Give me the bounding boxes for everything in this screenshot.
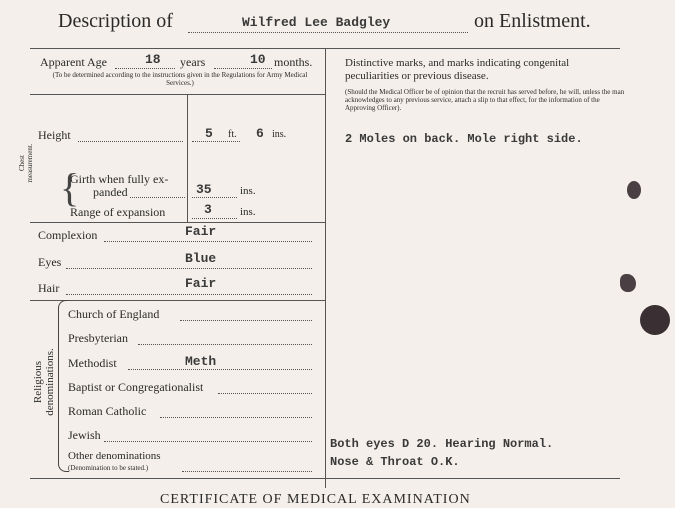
ink-stain	[620, 274, 636, 292]
recruit-name: Wilfred Lee Badgley	[242, 15, 391, 30]
girth-value: 35	[196, 182, 212, 197]
religion-item-label: Presbyterian	[68, 331, 128, 345]
range-value-line	[192, 218, 237, 219]
girth-label-1: Girth when fully ex-	[70, 172, 169, 186]
hair-line	[66, 294, 312, 295]
religion-item-line	[218, 393, 312, 394]
range-label: Range of expansion	[70, 205, 166, 219]
months-label: months.	[274, 55, 313, 69]
punch-hole	[640, 305, 670, 335]
religion-side-label: Religious denominations.	[32, 348, 56, 416]
complexion-line	[104, 241, 312, 242]
height-feet-line	[192, 141, 240, 142]
marks-entry: 2 Moles on back. Mole right side.	[345, 132, 583, 146]
marks-note: (Should the Medical Officer be of opinion that the recruit has served before, he will, unless the man acknowledges to any previous service, attach a slip to that effect, for the information of the Approving Officer).	[345, 88, 625, 112]
age-rule	[30, 94, 325, 95]
height-divider	[187, 94, 188, 222]
marks-header: Distinctive marks, and marks indicating congenital peculiarities or previous disease.	[345, 57, 570, 82]
years-label: years	[180, 55, 206, 69]
age-years-value: 18	[145, 52, 161, 67]
girth-label-dots	[130, 197, 185, 198]
girth-value-line	[192, 197, 237, 198]
complexion-label: Complexion	[38, 228, 98, 242]
religion-item-label: Baptist or Congregationalist	[68, 380, 204, 394]
marks-bottom-line-2: Nose & Throat O.K.	[330, 455, 460, 469]
religion-item-line	[160, 417, 312, 418]
religion-other-note: (Denomination to be stated.)	[68, 464, 149, 472]
height-ft-label: ft.	[228, 129, 237, 140]
hair-value: Fair	[185, 276, 217, 291]
hair-label: Hair	[38, 281, 60, 295]
footer-heading: CERTIFICATE OF MEDICAL EXAMINATION	[160, 492, 471, 507]
height-label-dots	[78, 141, 183, 142]
complexion-value: Fair	[185, 224, 217, 239]
name-dotted-line	[188, 32, 468, 33]
hair-rule	[30, 300, 325, 301]
marks-bottom-line-1: Both eyes D 20. Hearing Normal.	[330, 437, 554, 451]
religion-other-label: Other denominations	[68, 450, 161, 462]
religion-item-line	[128, 369, 312, 370]
range-unit: ins.	[240, 206, 256, 218]
religion-item-line	[138, 344, 312, 345]
range-value: 3	[204, 202, 212, 217]
title-prefix: Description of	[58, 10, 173, 32]
religion-item-line	[180, 320, 312, 321]
height-inches-value: 6	[256, 126, 264, 141]
age-note: (To be determined according to the instructions given in the Regulations for Army Medical Services.)	[52, 71, 308, 87]
eyes-label: Eyes	[38, 255, 62, 269]
age-label: Apparent Age	[40, 55, 107, 69]
bottom-rule	[30, 478, 620, 479]
center-divider	[325, 48, 326, 488]
religion-item-label: Church of England	[68, 307, 160, 321]
chest-brace: {	[60, 165, 80, 210]
age-months-value: 10	[250, 52, 266, 67]
girth-label-2: panded	[93, 185, 128, 199]
age-years-line	[115, 68, 175, 69]
title-suffix: on Enlistment.	[474, 10, 591, 32]
religion-other-line	[182, 471, 312, 472]
religion-item-label: Methodist	[68, 356, 117, 370]
age-months-line	[214, 68, 272, 69]
height-ins-label: ins.	[272, 129, 287, 140]
height-feet-value: 5	[205, 126, 213, 141]
chest-rule	[30, 222, 325, 223]
eyes-value: Blue	[185, 251, 217, 266]
eyes-line	[66, 268, 312, 269]
religion-methodist-value: Meth	[185, 354, 217, 369]
religion-item-line	[104, 441, 312, 442]
girth-unit: ins.	[240, 185, 256, 197]
ink-stain	[627, 181, 641, 199]
religion-item-label: Jewish	[68, 428, 101, 442]
chest-side-label: Chest measurement.	[18, 143, 34, 183]
religion-item-label: Roman Catholic	[68, 404, 147, 418]
height-label: Height	[38, 128, 71, 142]
